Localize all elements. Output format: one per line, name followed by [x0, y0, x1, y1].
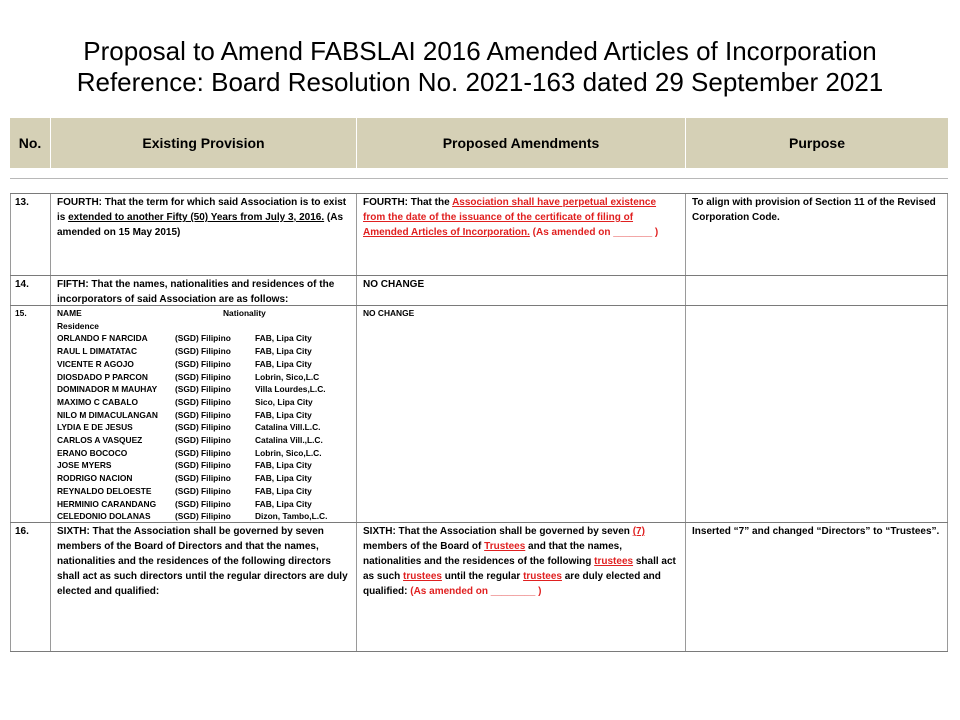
- row-number: 13.: [10, 194, 51, 275]
- purpose-cell: [686, 306, 948, 522]
- incorporator-nationality: (SGD) Filipino: [175, 511, 231, 522]
- incorporator-nationality: (SGD) Filipino: [175, 485, 231, 496]
- header-proposed-amendments: Proposed Amendments: [357, 118, 686, 168]
- proposed-amend-note: (As amended on _______ ): [529, 227, 659, 238]
- proposed-text: SIXTH: That the Association shall be governed by seven: [363, 526, 633, 537]
- incorporator-row: [57, 371, 350, 384]
- list-header: [57, 307, 350, 320]
- proposed-text: until the regular: [441, 571, 524, 582]
- incorporator-residence: Lobrin, Sico,L.C: [255, 371, 320, 382]
- incorporator-name: ORLANDO F NARCIDA: [57, 333, 148, 344]
- incorporator-name: ERANO BOCOCO: [57, 447, 128, 458]
- incorporator-row: [57, 510, 350, 522]
- incorporator-rows: [57, 332, 350, 522]
- existing-provision-cell: FIFTH: That the names, nationalities and residences of the incorporators of said Association are as follows:: [51, 276, 357, 305]
- incorporator-nationality: (SGD) Filipino: [175, 422, 231, 433]
- row-number: 15.: [10, 306, 51, 522]
- proposed-amendment-cell: NO CHANGE: [357, 306, 686, 522]
- proposed-new-text: (7): [632, 526, 645, 537]
- incorporator-residence: FAB, Lipa City: [255, 498, 312, 509]
- incorporator-row: [57, 358, 350, 371]
- proposed-new-text: Association shall have perpetual existence from the date of the issuance of the certificate of filing of Amended Articles of Incorporation.: [363, 197, 657, 238]
- incorporator-nationality: (SGD) Filipino: [175, 358, 231, 369]
- incorporator-nationality: (SGD) Filipino: [175, 498, 231, 509]
- incorporator-residence: Dizon, Tambo,L.C.: [255, 511, 328, 522]
- incorporator-residence: FAB, Lipa City: [255, 409, 312, 420]
- incorporator-name: CELEDONIO DOLANAS: [57, 511, 151, 522]
- incorporator-name: JOSE MYERS: [57, 460, 112, 471]
- incorporator-residence: FAB, Lipa City: [255, 473, 312, 484]
- incorporator-name: LYDIA E DE JESUS: [57, 422, 133, 433]
- incorporator-residence: Catalina Vill.L.C.: [255, 422, 321, 433]
- row-number: 14.: [10, 276, 51, 305]
- incorporator-residence: Villa Lourdes,L.C.: [255, 384, 326, 395]
- proposed-amendment-cell: [357, 523, 686, 651]
- existing-text: FOURTH: That the term for which said Association is to exist is: [57, 197, 347, 223]
- incorporator-name: REYNALDO DELOESTE: [57, 485, 152, 496]
- proposed-text: members of the Board of: [363, 541, 485, 552]
- purpose-cell: To align with provision of Section 11 of the Revised Corporation Code.: [686, 194, 948, 275]
- header-existing-provision: Existing Provision: [51, 118, 357, 168]
- incorporator-residence: FAB, Lipa City: [255, 346, 312, 357]
- proposed-text: FOURTH: That the: [363, 197, 453, 208]
- header-purpose: Purpose: [788, 135, 845, 151]
- incorporator-nationality: (SGD) Filipino: [175, 396, 231, 407]
- incorporator-row: [57, 485, 350, 498]
- incorporator-row: [57, 434, 350, 447]
- incorporator-residence: FAB, Lipa City: [255, 358, 312, 369]
- table-row-14: [10, 275, 948, 305]
- existing-underlined-text: extended to another Fifty (50) Years from July 3, 2016.: [68, 212, 325, 223]
- table-header: [10, 118, 948, 168]
- slide-title: [0, 36, 960, 98]
- incorporator-nationality: (SGD) Filipino: [175, 460, 231, 471]
- incorporator-nationality: (SGD) Filipino: [175, 409, 231, 420]
- incorporator-name: RAUL L DIMATATAC: [57, 346, 138, 357]
- incorporator-name: NILO M DIMACULANGAN: [57, 409, 158, 420]
- incorporator-row: [57, 447, 350, 460]
- title-line-2: Reference: Board Resolution No. 2021-163 dated 29 September 2021: [76, 67, 884, 97]
- proposed-new-text: trustees: [594, 556, 634, 567]
- incorporator-nationality: (SGD) Filipino: [175, 447, 231, 458]
- incorporator-row: [57, 421, 350, 434]
- incorporator-row: [57, 472, 350, 485]
- incorporator-residence: Sico, Lipa City: [255, 396, 313, 407]
- proposed-new-text: trustees: [403, 571, 442, 582]
- proposed-text: are duly elected and qualified:: [363, 571, 661, 597]
- table-row-16: [10, 522, 948, 651]
- title-line-1: Proposal to Amend FABSLAI 2016 Amended Articles of Incorporation: [83, 36, 877, 66]
- header-no: No.: [10, 118, 51, 168]
- incorporator-name: VICENTE R AGOJO: [57, 358, 134, 369]
- incorporator-row: [57, 459, 350, 472]
- purpose-cell: [686, 276, 948, 305]
- incorporator-row: [57, 383, 350, 396]
- nationality-column-label: Nationality: [223, 308, 266, 318]
- incorporator-nationality: (SGD) Filipino: [175, 435, 231, 446]
- row-number: 16.: [10, 523, 51, 651]
- divider: [10, 178, 948, 179]
- incorporator-nationality: (SGD) Filipino: [175, 384, 231, 395]
- incorporator-nationality: (SGD) Filipino: [175, 473, 231, 484]
- incorporator-nationality: (SGD) Filipino: [175, 333, 231, 344]
- proposed-amendment-cell: [357, 194, 686, 275]
- proposed-new-text: Trustees: [484, 541, 526, 552]
- incorporator-row: [57, 332, 350, 345]
- existing-provision-cell: SIXTH: That the Association shall be governed by seven members of the Board of Directors and that the names, nationalities and the residences of the following directors shall act as such directors until the regular directors are duly elected and qualified:: [51, 523, 357, 651]
- incorporator-name: CARLOS A VASQUEZ: [57, 435, 143, 446]
- incorporator-residence: FAB, Lipa City: [255, 333, 312, 344]
- residence-column-label: Residence: [57, 320, 99, 331]
- table-row-15: [10, 305, 948, 522]
- incorporator-nationality: (SGD) Filipino: [175, 346, 231, 357]
- incorporator-row: [57, 498, 350, 511]
- purpose-cell: Inserted “7” and changed “Directors” to “Trustees”.: [686, 523, 948, 651]
- proposed-amend-note: (As amended on ________ ): [410, 586, 542, 597]
- name-column-label: NAME: [57, 308, 82, 318]
- incorporator-residence: Lobrin, Sico,L.C.: [255, 447, 322, 458]
- incorporator-name: DOMINADOR M MAUHAY: [57, 384, 158, 395]
- existing-provision-cell: [51, 194, 357, 275]
- table-bottom-border: [10, 651, 948, 652]
- incorporator-residence: FAB, Lipa City: [255, 460, 312, 471]
- incorporator-row: [57, 396, 350, 409]
- proposed-new-text: trustees: [523, 571, 562, 582]
- incorporator-nationality: (SGD) Filipino: [175, 371, 231, 382]
- incorporator-residence: Catalina Vill.,L.C.: [255, 435, 323, 446]
- proposed-text: shall act as such: [363, 556, 676, 582]
- table-row-13: [10, 193, 948, 275]
- incorporator-row: [57, 345, 350, 358]
- proposed-amendment-cell: NO CHANGE: [357, 276, 686, 305]
- incorporators-list: [51, 306, 357, 522]
- existing-amend-note: (As amended on 15 May 2015): [57, 212, 344, 238]
- incorporator-name: DIOSDADO P PARCON: [57, 371, 148, 382]
- incorporator-row: [57, 409, 350, 422]
- proposed-text: and that the names, nationalities and the residences of the following: [363, 541, 622, 567]
- incorporator-name: MAXIMO C CABALO: [57, 396, 138, 407]
- incorporator-residence: FAB, Lipa City: [255, 485, 312, 496]
- incorporator-name: RODRIGO NACION: [57, 473, 133, 484]
- incorporator-name: HERMINIO CARANDANG: [57, 498, 157, 509]
